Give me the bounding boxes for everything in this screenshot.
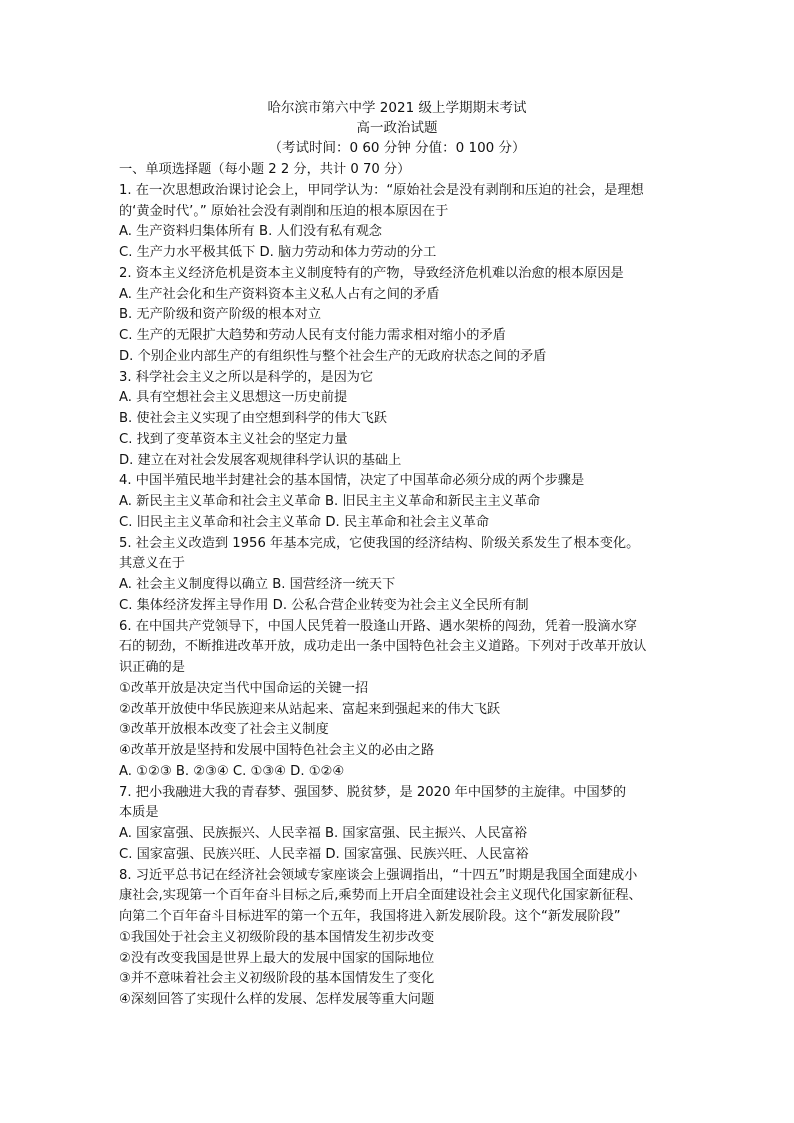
text-line: C. 找到了变革资本主义社会的坚定力量 [119, 431, 348, 447]
text-line: D. 个别企业内部生产的有组织性与整个社会生产的无政府状态之间的矛盾 [119, 348, 547, 364]
text-line: 的‘黄金时代’。” 原始社会没有剥削和压迫的根本原因在于 [119, 203, 449, 219]
text-line: 康社会,实现第一个百年奋斗目标之后,乘势而上开启全面建设社会主义现代化国家新征程、 [119, 888, 642, 904]
text-line: ④改革开放是坚持和发展中国特色社会主义的必由之路 [119, 743, 435, 758]
text-line: 1. 在一次思想政治课讨论会上，甲同学认为：“原始社会是没有剥削和压迫的社会，是理想 [119, 182, 644, 198]
text-line: A. 具有空想社会主义思想这一历史前提 [119, 390, 348, 406]
text-line: D. 建立在对社会发展客观规律科学认识的基础上 [119, 452, 402, 468]
text-line: C. 国家富强、民族兴旺、人民幸福 D. 国家富强、民族兴旺、人民富裕 [119, 846, 529, 862]
text-line: ①改革开放是决定当代中国命运的关键一招 [119, 680, 369, 696]
text-line: A. 生产资料归集体所有 B. 人们没有私有观念 [119, 224, 382, 240]
text-line: 向第二个百年奋斗目标进军的第一个五年，我国将进入新发展阶段。这个“新发展阶段” [119, 909, 621, 924]
text-line: ④深刻回答了实现什么样的发展、怎样发展等重大问题 [119, 992, 435, 1007]
text-line: 本质是 [119, 805, 159, 821]
text-line: C. 集体经济发挥主导作用 D. 公私合营企业转变为社会主义全民所有制 [119, 597, 529, 613]
text-line: ①我国处于社会主义初级阶段的基本国情发生初步改变 [119, 929, 435, 945]
exam-title: 哈尔滨市第六中学 2021 级上学期期末考试 [267, 100, 527, 116]
text-line: ②改革开放使中华民族迎来从站起来、富起来到强起来的伟大飞跃 [119, 701, 501, 717]
text-line: 其意义在于 [119, 556, 185, 572]
text-line: 3. 科学社会主义之所以是科学的，是因为它 [119, 369, 374, 385]
text-line: 6. 在中国共产党领导下，中国人民凭着一股逢山开路、遇水架桥的闯劲，凭着一股滴水穿 [119, 618, 637, 634]
text-line: 5. 社会主义改造到 1956 年基本完成，它使我国的经济结构、阶级关系发生了根本变化。 [119, 535, 640, 551]
text-line: 识正确的是 [119, 660, 185, 675]
text-line: 8. 习近平总书记在经济社会领域专家座谈会上强调指出，“十四五”时期是我国全面建成小 [119, 867, 638, 883]
text-line: ②没有改变我国是世界上最大的发展中国家的国际地位 [119, 950, 435, 966]
text-line: B. 无产阶级和资产阶级的根本对立 [119, 307, 322, 323]
text-line: C. 生产的无限扩大趋势和劳动人民有支付能力需求相对缩小的矛盾 [119, 328, 506, 343]
text-line: A. 社会主义制度得以确立 B. 国营经济一统天下 [119, 577, 396, 592]
text-line: A. 国家富强、民族振兴、人民幸福 B. 国家富强、民主振兴、人民富裕 [119, 826, 528, 841]
text-line: ③并不意味着社会主义初级阶段的基本国情发生了变化 [119, 971, 435, 987]
text-line: 4. 中国半殖民地半封建社会的基本国情，决定了中国革命必须分成的两个步骤是 [119, 473, 585, 489]
text-line: ③改革开放根本改变了社会主义制度 [119, 722, 329, 738]
section-heading: 一、单项选择题（每小题 2 2 分，共计 0 70 分） [119, 162, 411, 177]
text-line: 石的韧劲，不断推进改革开放，成功走出一条中国特色社会主义道路。下列对于改革开放认 [119, 639, 647, 655]
text-line: 2. 资本主义经济危机是资本主义制度特有的产物，导致经济危机难以治愈的根本原因是 [119, 265, 624, 281]
text-line: C. 生产力水平极其低下 D. 脑力劳动和体力劳动的分工 [119, 245, 437, 260]
text-line: A. 新民主主义革命和社会主义革命 B. 旧民主主义革命和新民主主义革命 [119, 494, 541, 509]
text-line: A. ①②③ B. ②③④ C. ①③④ D. ①②④ [119, 763, 345, 779]
text-line: A. 生产社会化和生产资料资本主义私人占有之间的矛盾 [119, 286, 440, 302]
text-line: 7. 把小我融进大我的青春梦、强国梦、脱贫梦，是 2020 年中国梦的主旋律。中国梦的 [119, 784, 627, 800]
text-line: B. 使社会主义实现了由空想到科学的伟大飞跃 [119, 411, 387, 426]
exam-info: （考试时间：0 60 分钟 分值：0 100 分） [268, 140, 526, 156]
subject-title: 高一政治试题 [356, 120, 438, 136]
text-line: C. 旧民主主义革命和社会主义革命 D. 民主革命和社会主义革命 [119, 514, 490, 530]
